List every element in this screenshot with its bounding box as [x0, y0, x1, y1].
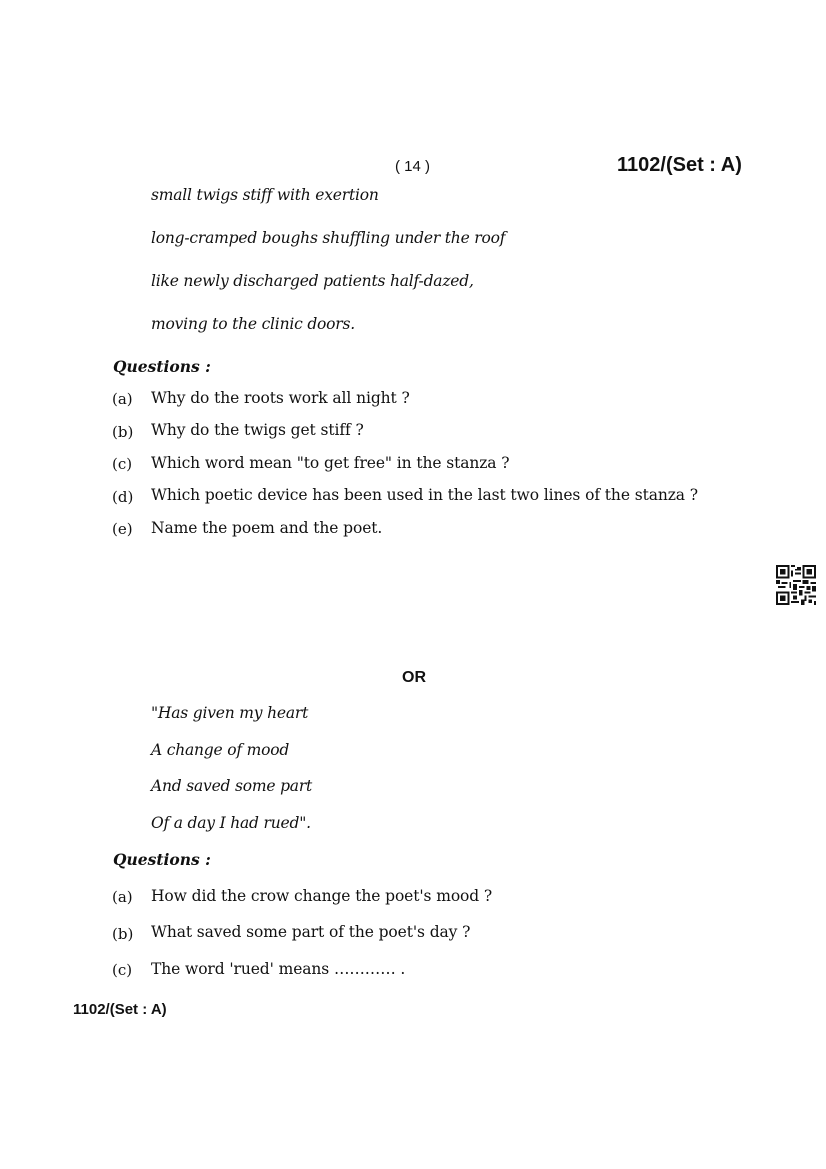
- question-text: Why do the twigs get stiff ?: [151, 421, 364, 439]
- stanza1-line-2: long-cramped boughs shuffling under the roof: [151, 229, 506, 247]
- question-label: (c): [112, 455, 133, 473]
- stanza1-line-1: small twigs stiff with exertion: [151, 186, 379, 204]
- question-text: Which poetic device has been used in the last two lines of the stanza ?: [151, 486, 698, 504]
- question-label: (e): [112, 520, 133, 538]
- paper-code-header: 1102/(Set : A): [617, 154, 742, 176]
- question-label: (c): [112, 961, 133, 979]
- stanza2-line-4: Of a day I had rued".: [151, 814, 311, 832]
- question-label: (a): [112, 888, 133, 906]
- qr-code-icon: [776, 565, 816, 605]
- question-label: (a): [112, 390, 133, 408]
- question-label: (d): [112, 488, 134, 506]
- paper-code-footer: 1102/(Set : A): [73, 1001, 167, 1018]
- question-label: (b): [112, 423, 134, 441]
- question-label: (b): [112, 925, 134, 943]
- stanza2-line-1: "Has given my heart: [151, 704, 309, 722]
- question-text: How did the crow change the poet's mood ?: [151, 887, 493, 905]
- stanza2-line-3: And saved some part: [151, 777, 313, 795]
- question-text: Which word mean "to get free" in the stanza ?: [151, 454, 510, 472]
- questions-heading-2: Questions :: [113, 850, 211, 869]
- page-number: ( 14 ): [395, 158, 431, 175]
- questions-heading-1: Questions :: [113, 357, 211, 376]
- or-divider: OR: [402, 669, 426, 686]
- question-text: What saved some part of the poet's day ?: [151, 923, 471, 941]
- question-text: Name the poem and the poet.: [151, 519, 383, 537]
- stanza1-line-3: like newly discharged patients half-dazed,: [151, 272, 474, 290]
- question-text: Why do the roots work all night ?: [151, 389, 410, 407]
- stanza1-line-4: moving to the clinic doors.: [151, 315, 355, 333]
- stanza2-line-2: A change of mood: [151, 741, 290, 759]
- question-text: The word 'rued' means ………… .: [151, 960, 406, 978]
